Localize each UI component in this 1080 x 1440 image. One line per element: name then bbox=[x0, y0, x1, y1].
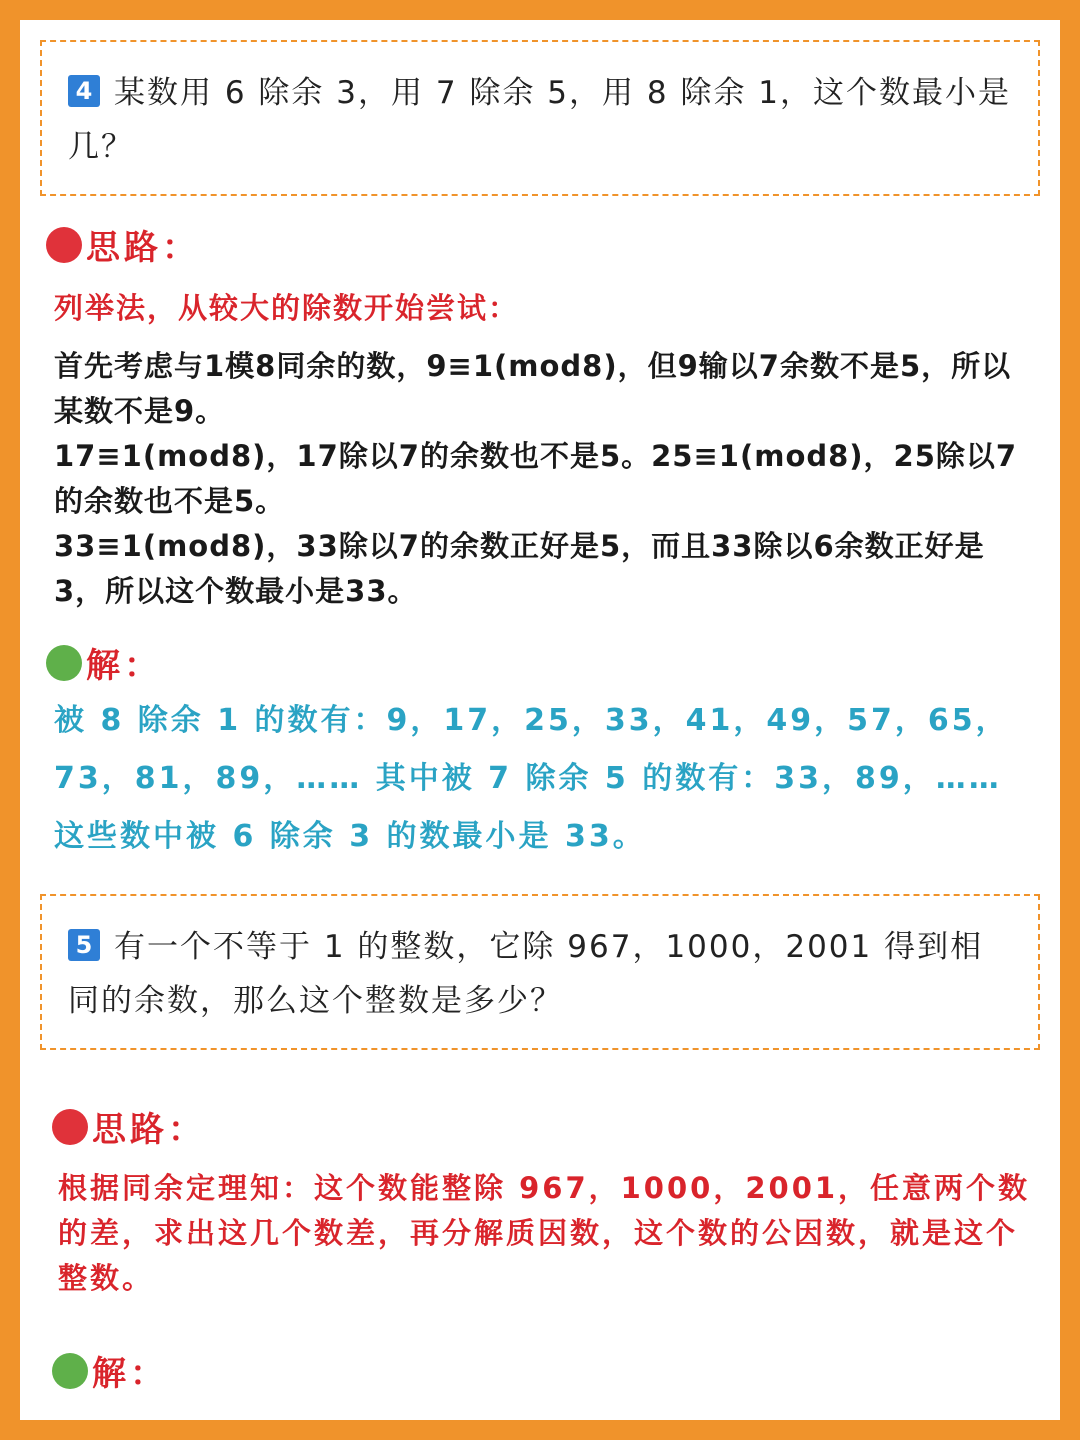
reasoning-paragraph bbox=[54, 344, 1034, 614]
reasoning-line: 首先考虑与1模8同余的数，9≡1(mod8)，但9输以7余数不是5，所以某数不是9。 bbox=[54, 349, 1012, 428]
solution-heading-5 bbox=[52, 1346, 168, 1395]
solution-heading-4 bbox=[46, 638, 162, 687]
solution-paragraph: 被 8 除余 1 的数有：9，17，25，33，41，49，57，65，73，81，89，…… 其中被 7 除余 5 的数有：33，89，…… 这些数中被 6 除余 3 的数最小是 33。 bbox=[54, 703, 1009, 854]
green-dot-icon bbox=[52, 1353, 88, 1389]
problem-5-question-text: 有一个不等于 1 的整数，它除 967，1000，2001 得到相同的余数，那么这个整数是多少？ bbox=[68, 929, 984, 1019]
red-dot-icon bbox=[46, 227, 82, 263]
problem-5-question-box bbox=[40, 894, 1040, 1050]
reasoning-line: 33≡1(mod8)，33除以7的余数正好是5，而且33除以6余数正好是3，所以这个数最小是33。 bbox=[54, 529, 985, 608]
method-text: 列举法，从较大的除数开始尝试： bbox=[54, 291, 520, 325]
idea-heading-5 bbox=[52, 1102, 206, 1151]
problem-4-question-box bbox=[40, 40, 1040, 196]
page-sheet bbox=[20, 20, 1060, 1420]
idea-heading-text: 思路： bbox=[92, 1110, 206, 1150]
problem-number-badge: 4 bbox=[68, 75, 100, 107]
red-dot-icon bbox=[52, 1109, 88, 1145]
solution-heading-text: 解： bbox=[86, 646, 162, 686]
idea-heading-4 bbox=[46, 220, 200, 269]
problem-4-question-text: 某数用 6 除余 3，用 7 除余 5，用 8 除余 1，这个数最小是几？ bbox=[68, 75, 1012, 165]
idea-heading-text: 思路： bbox=[86, 228, 200, 268]
solution-heading-text: 解： bbox=[92, 1354, 168, 1394]
idea-paragraph: 根据同余定理知：这个数能整除 967，1000，2001，任意两个数的差，求出这几个数差，再分解质因数，这个数的公因数，就是这个整数。 bbox=[58, 1171, 1031, 1295]
green-dot-icon bbox=[46, 645, 82, 681]
problem-number-badge: 5 bbox=[68, 929, 100, 961]
reasoning-line: 17≡1(mod8)，17除以7的余数也不是5。25≡1(mod8)，25除以7的余数也不是5。 bbox=[54, 439, 1018, 518]
